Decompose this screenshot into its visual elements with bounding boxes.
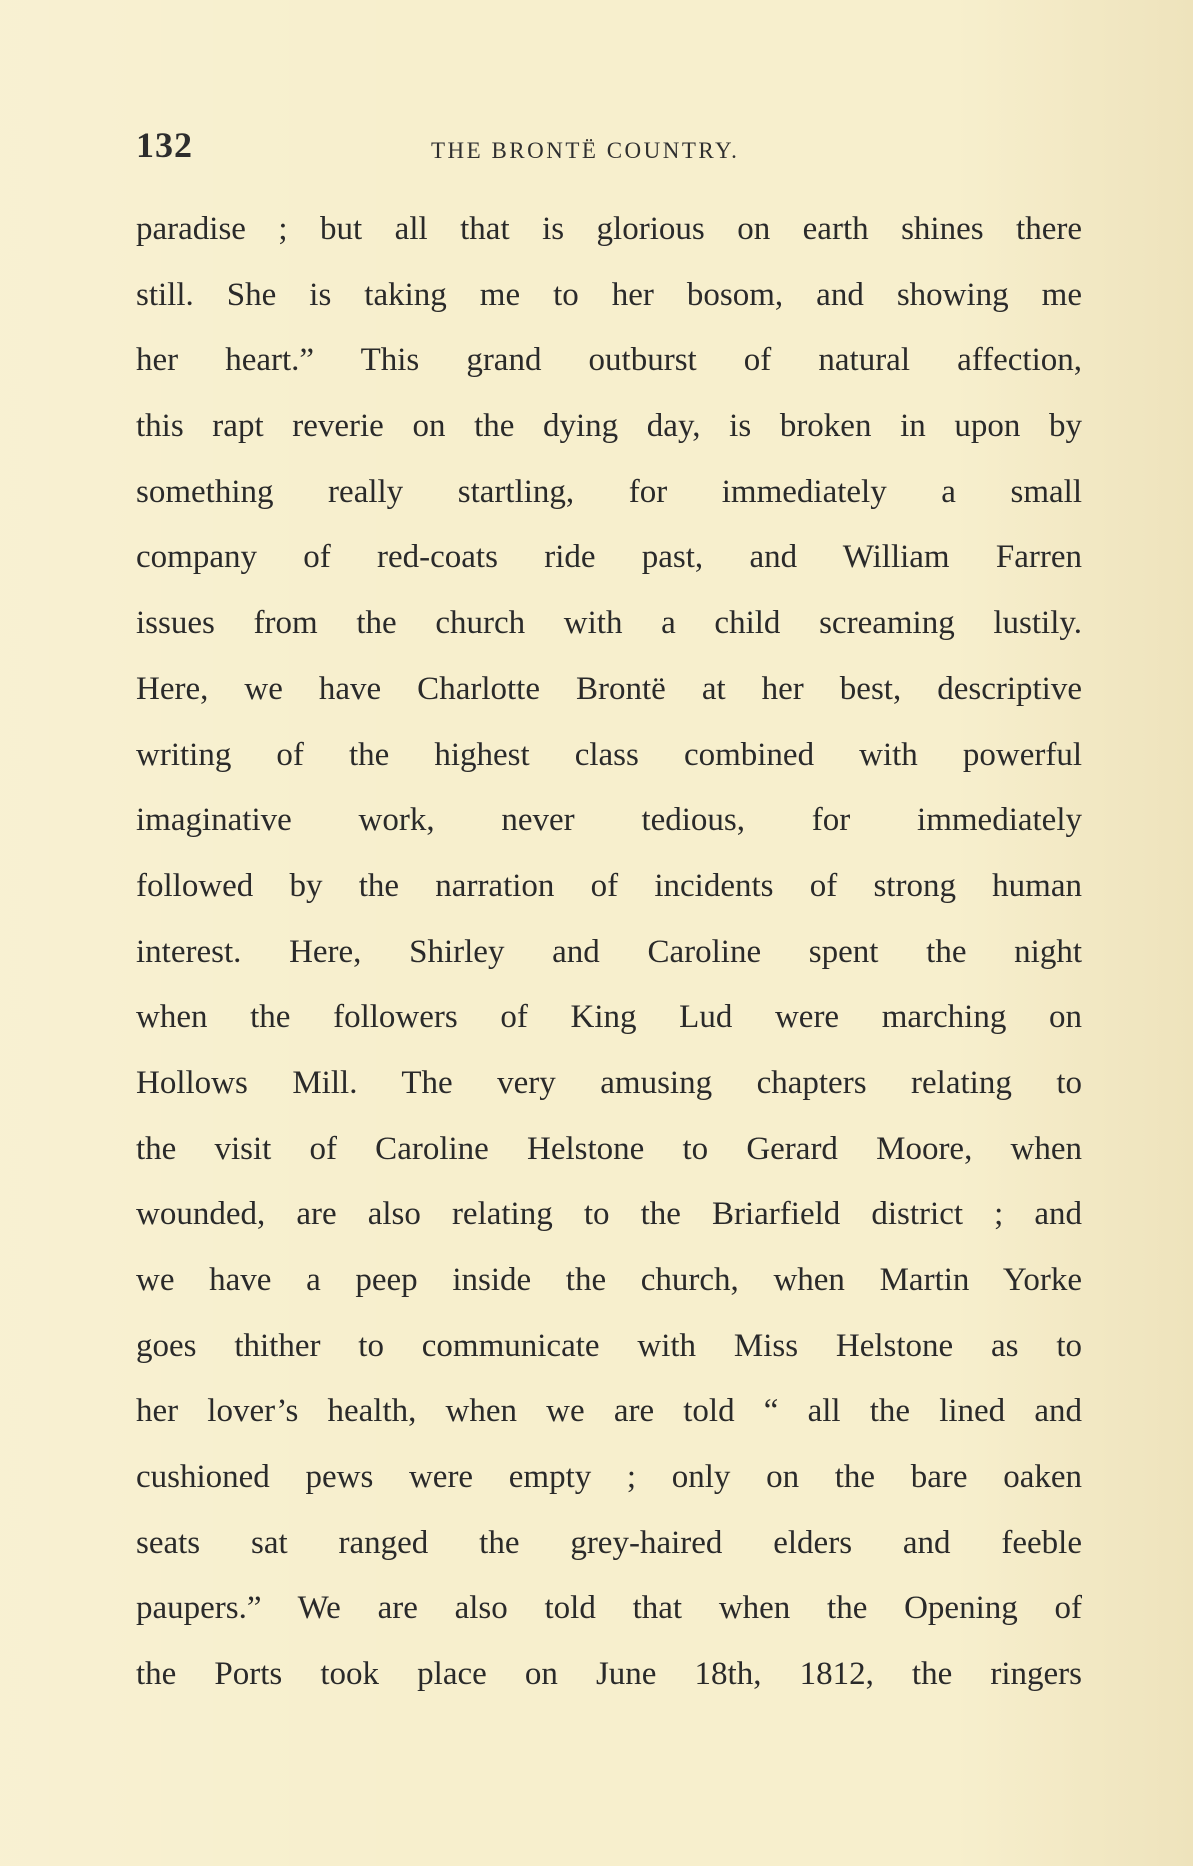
text-line: followed by the narration of incidents of strong human	[136, 867, 1082, 904]
text-line: when the followers of King Lud were marching on	[136, 999, 1082, 1036]
text-line: the Ports took place on June 18th, 1812, the ringers	[136, 1656, 1082, 1693]
text-line: Hollows Mill. The very amusing chapters relating to	[136, 1064, 1082, 1101]
text-line: issues from the church with a child screaming lustily.	[136, 605, 1082, 642]
page-header	[136, 124, 1076, 174]
page-number: 132	[136, 125, 193, 165]
text-line: seats sat ranged the grey-haired elders and feeble	[136, 1524, 1082, 1561]
text-line: goes thither to communicate with Miss Helstone as to	[136, 1327, 1082, 1364]
text-line: company of red-coats ride past, and William Farren	[136, 539, 1082, 576]
text-line: paradise ; but all that is glorious on earth shines there	[136, 211, 1082, 247]
text-line: we have a peep inside the church, when Martin Yorke	[136, 1262, 1082, 1298]
text-line: her heart.” This grand outburst of natural affection,	[136, 342, 1082, 379]
body-text	[136, 197, 1082, 1708]
text-line: cushioned pews were empty ; only on the bare oaken	[136, 1459, 1082, 1496]
text-line: paupers.” We are also told that when the Opening of	[136, 1590, 1082, 1627]
text-line: imaginative work, never tedious, for immediately	[136, 802, 1082, 839]
text-line: wounded, are also relating to the Briarfield district ; and	[136, 1196, 1082, 1233]
text-line: this rapt reverie on the dying day, is broken in upon by	[136, 408, 1082, 445]
text-line: writing of the highest class combined with powerful	[136, 736, 1082, 773]
running-title: THE BRONTË COUNTRY.	[431, 138, 740, 163]
text-line: interest. Here, Shirley and Caroline spent the night	[136, 933, 1082, 970]
text-line: still. She is taking me to her bosom, and showing me	[136, 276, 1082, 313]
text-line: something really startling, for immediately a small	[136, 473, 1082, 510]
text-line: the visit of Caroline Helstone to Gerard Moore, when	[136, 1130, 1082, 1167]
text-line: her lover’s health, when we are told “ all the lined and	[136, 1393, 1082, 1430]
text-line: Here, we have Charlotte Brontë at her best, descriptive	[136, 670, 1082, 707]
